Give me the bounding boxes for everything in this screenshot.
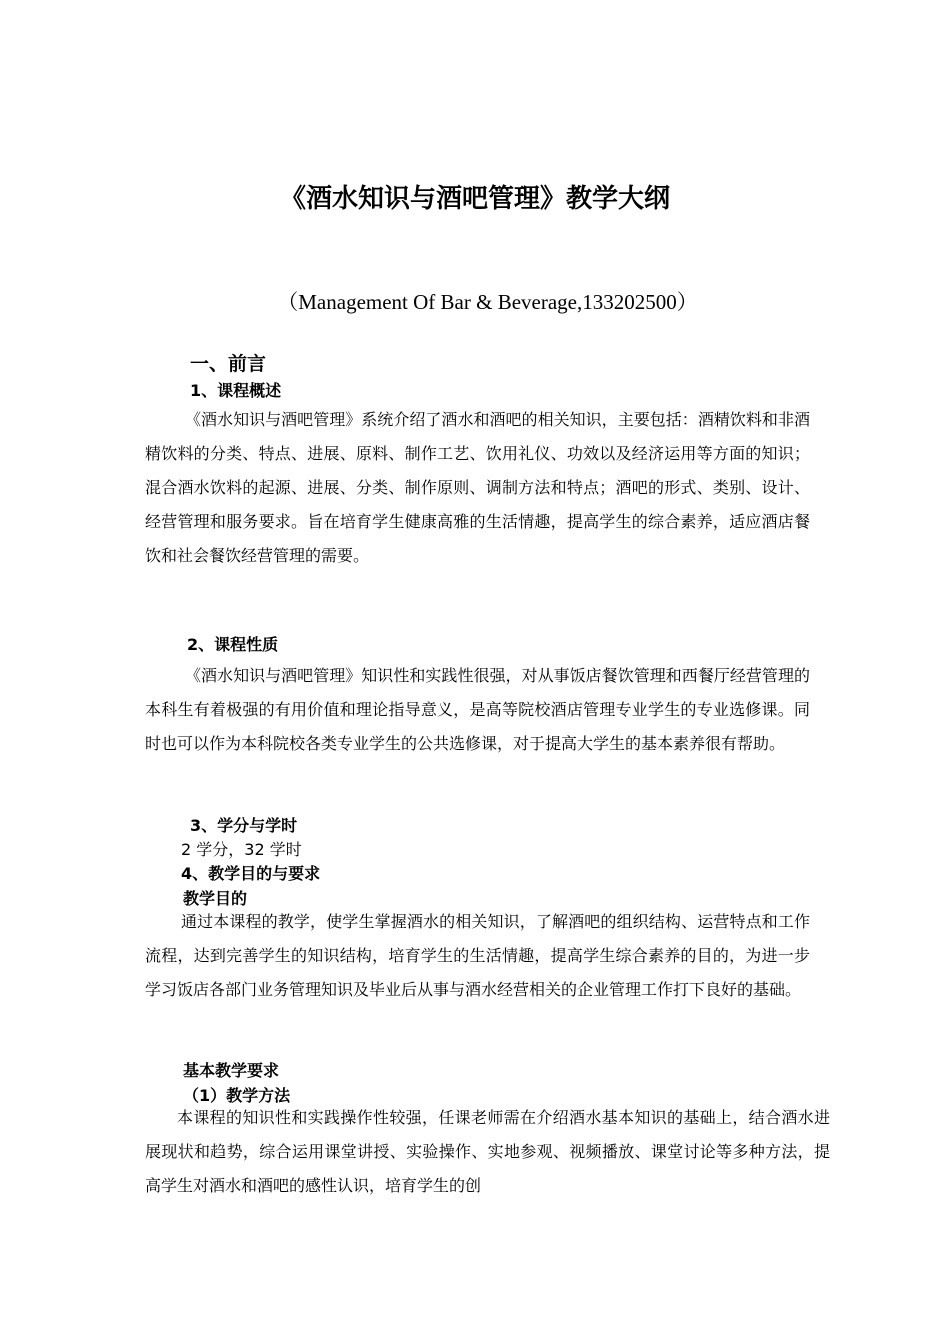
section-heading-preface: 一、前言: [190, 353, 267, 375]
heading-teaching-purpose: 教学目的: [183, 889, 248, 908]
paragraph-teaching-purpose: 通过本课程的教学，使学生掌握酒水的相关知识，了解酒吧的组织结构、运营特点和工作流程，达到完善学生的知识结构，培育学生的生活情趣，提高学生综合素养的目的，为进一步学习饭店各部门业务管理知识及毕业后从事与酒水经营相关的企业管理工作打下良好的基础。: [145, 912, 810, 999]
heading-credits: 3、学分与学时: [190, 816, 298, 835]
document-title: 《酒水知识与酒吧管理》教学大纲: [279, 184, 670, 214]
paragraph-course-nature: 《酒水知识与酒吧管理》知识性和实践性很强，对从事饭店餐饮管理和西餐厅经营管理的本科生有着极强的有用价值和理论指导意义，是高等院校酒店管理专业学生的专业选修课。同时也可以作为本科院校各类专业学生的公共选修课，对于提高大学生的基本素养很有帮助。: [145, 666, 810, 753]
paragraph-course-overview: 《酒水知识与酒吧管理》系统介绍了酒水和酒吧的相关知识，主要包括：酒精饮料和非酒精饮料的分类、特点、进展、原料、制作工艺、饮用礼仪、功效以及经济运用等方面的知识；混合酒水饮料的起源、进展、分类、制作原则、调制方法和特点；酒吧的形式、类别、设计、经营管理和服务要求。旨在培育学生健康高雅的生活情趣，提高学生的综合素养，适应酒店餐饮和社会餐饮经营管理的需要。: [145, 410, 810, 565]
heading-course-overview: 1、课程概述: [190, 381, 282, 400]
document-subtitle: （Management Of Bar & Beverage,133202500）: [277, 290, 698, 314]
paragraph-teaching-method: 本课程的知识性和实践操作性较强，任课老师需在介绍酒水基本知识的基础上，结合酒水进展现状和趋势，综合运用课堂讲授、实验操作、实地参观、视频播放、课堂讨论等多种方法，提高学生对酒水和酒吧的感性认识，培育学生的创: [145, 1108, 830, 1195]
text-credits: 2 学分，32 学时: [181, 840, 302, 859]
heading-course-nature: 2、课程性质: [187, 635, 279, 654]
heading-basic-requirements: 基本教学要求: [183, 1061, 280, 1080]
heading-teaching-method: （1）教学方法: [183, 1086, 291, 1105]
heading-goals: 4、教学目的与要求: [181, 864, 321, 883]
